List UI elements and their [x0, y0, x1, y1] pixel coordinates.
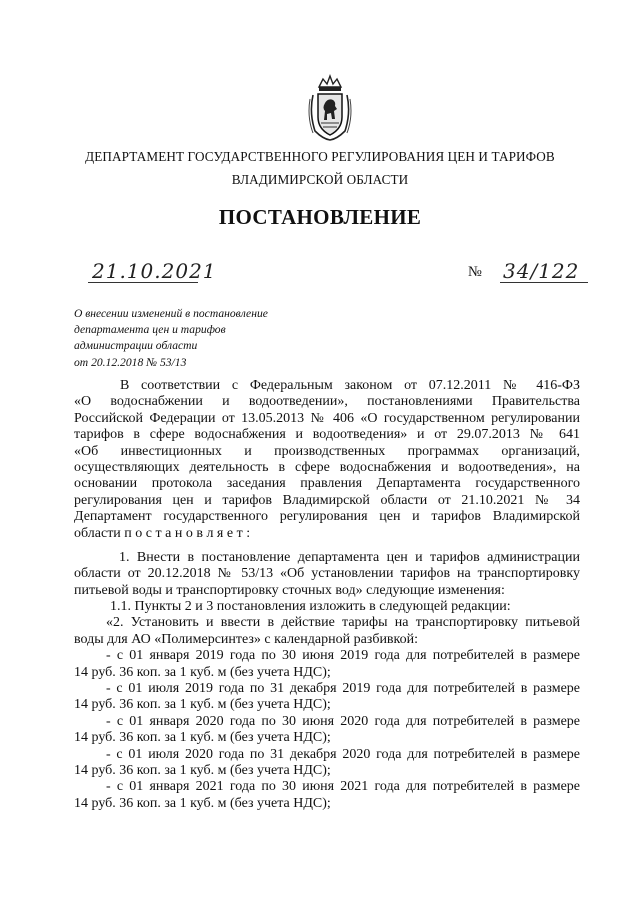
- preamble-line: Департамент государственного регулирования цен и тарифов Владимирской: [74, 509, 580, 525]
- subject-line: департамента цен и тарифов: [74, 323, 226, 337]
- item-2-line: «2. Установить и ввести в действие тарифы на транспортировку питьевой: [106, 615, 580, 631]
- subject-line: О внесении изменений в постановление: [74, 307, 268, 320]
- date-underline: [88, 282, 198, 283]
- tariff-line: 14 руб. 36 коп. за 1 куб. м (без учета НДС);: [74, 730, 331, 746]
- tariff-line: 14 руб. 36 коп. за 1 куб. м (без учета НДС);: [74, 664, 331, 680]
- document-date: 21.10.2021: [92, 259, 217, 283]
- tariff-line: 14 руб. 36 коп. за 1 куб. м (без учета НДС);: [74, 795, 331, 811]
- organization-name-line-2: ВЛАДИМИРСКОЙ ОБЛАСТИ: [231, 172, 409, 187]
- preamble-line: В соответствии с Федеральным законом от 07.12.2011 № 416-ФЗ: [120, 378, 580, 393]
- organization-name-line-1: ДЕПАРТАМЕНТ ГОСУДАРСТВЕННОГО РЕГУЛИРОВАНИЯ ЦЕН И ТАРИФОВ: [85, 149, 555, 164]
- item-1-line: 1. Внести в постановление департамента цен и тарифов администрации: [119, 549, 580, 565]
- tariff-line: 14 руб. 36 коп. за 1 куб. м (без учета НДС);: [74, 697, 331, 713]
- tariff-line: - с 01 июля 2020 года по 31 декабря 2020 года для потребителей в размере: [106, 746, 580, 762]
- number-underline: [500, 282, 588, 283]
- item-1-line: области от 20.12.2018 № 53/13 «Об установлении тарифов на транспортировку: [74, 566, 580, 582]
- preamble-line: области п о с т а н о в л я е т :: [74, 525, 251, 541]
- preamble-line: «Об инвестиционных и производственных программах организаций,: [74, 443, 580, 459]
- document-subject: [74, 306, 314, 371]
- number-label: №: [468, 264, 482, 280]
- preamble-line: «О водоснабжении и водоотведении», постановлениями Правительства: [74, 394, 580, 410]
- coat-of-arms-icon: [305, 73, 355, 143]
- item-1-line: питьевой воды и транспортировку сточных вод» следующие изменения:: [74, 582, 505, 598]
- document-body: [74, 378, 580, 812]
- tariff-line: - с 01 июля 2019 года по 31 декабря 2019 года для потребителей в размере: [106, 681, 580, 697]
- preamble-line: основании протокола заседания правления Департамента государственного: [74, 476, 580, 492]
- preamble-line: регулирования цен и тарифов Владимирской области от 21.10.2021 № 34: [74, 492, 580, 508]
- paragraph-gap: [74, 542, 580, 550]
- subject-line: администрации области: [74, 339, 198, 353]
- document-type-title: ПОСТАНОВЛЕНИЕ: [218, 205, 422, 229]
- subject-line: от 20.12.2018 № 53/13: [74, 355, 187, 369]
- tariff-line: 14 руб. 36 коп. за 1 куб. м (без учета НДС);: [74, 762, 331, 778]
- preamble-line: Российской Федерации от 13.05.2013 № 406 «О государственном регулировании: [74, 410, 580, 426]
- tariff-line: - с 01 января 2021 года по 30 июня 2021 года для потребителей в размере: [106, 779, 580, 795]
- preamble-line: осуществляющих деятельность в сфере водоснабжения и водоотведения», на: [74, 459, 580, 475]
- tariff-line: - с 01 января 2020 года по 30 июня 2020 года для потребителей в размере: [106, 713, 580, 729]
- document-number: 34/122: [503, 259, 580, 283]
- item-1-1-line: 1.1. Пункты 2 и 3 постановления изложить в следующей редакции:: [110, 599, 511, 615]
- preamble-line: тарифов в сфере водоснабжения и водоотведения» и от 29.07.2013 № 641: [74, 427, 580, 443]
- tariff-line: - с 01 января 2019 года по 30 июня 2019 года для потребителей в размере: [106, 648, 580, 664]
- item-2-line: воды для АО «Полимерсинтез» с календарной разбивкой:: [74, 631, 419, 647]
